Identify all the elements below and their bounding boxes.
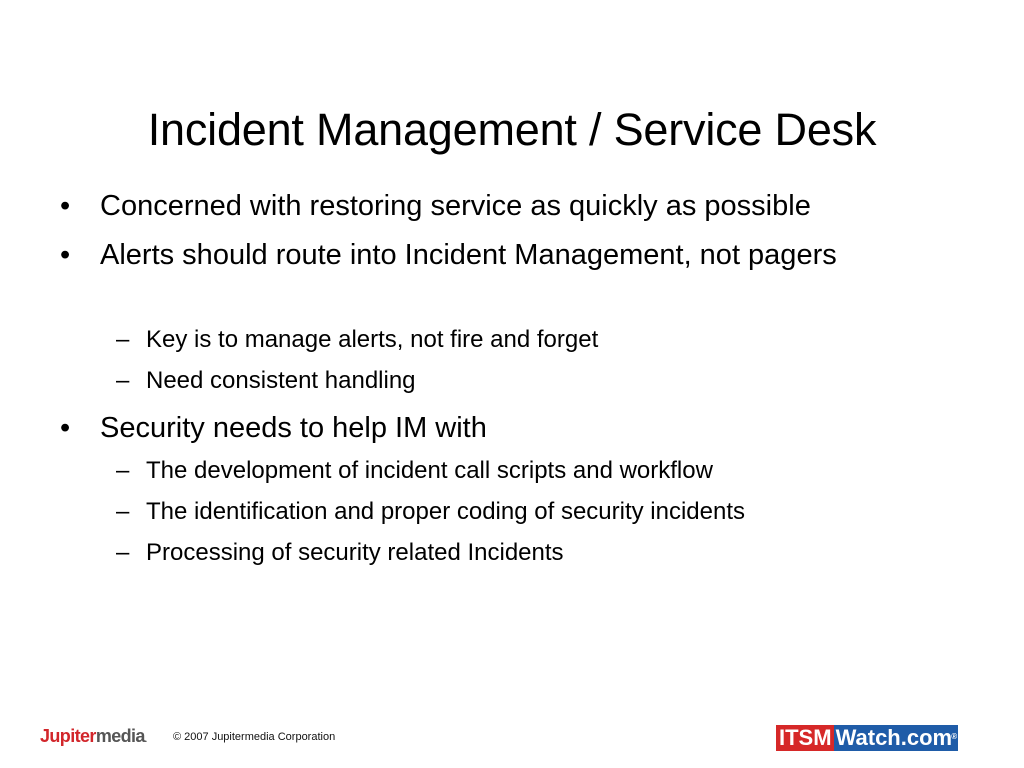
bullet-marker: • bbox=[60, 412, 71, 444]
jupitermedia-logo-part1: Jupiter bbox=[40, 726, 96, 746]
sub-bullet-text: Key is to manage alerts, not fire and forget bbox=[146, 326, 599, 353]
bullet-text: Alerts should route into Incident Management, not pagers bbox=[100, 239, 837, 271]
copyright-text: © 2007 Jupitermedia Corporation bbox=[173, 731, 336, 743]
dash-marker: – bbox=[116, 457, 130, 484]
dash-marker: – bbox=[116, 498, 130, 525]
dash-marker: – bbox=[116, 326, 130, 353]
jupitermedia-logo bbox=[40, 726, 146, 747]
itsmwatch-logo-part2-box bbox=[834, 725, 959, 751]
slide-title: Incident Management / Service Desk bbox=[147, 104, 877, 155]
sub-bullet-text: The development of incident call scripts and workflow bbox=[146, 457, 713, 484]
itsmwatch-logo-part1: ITSM bbox=[776, 725, 834, 751]
bullet-marker: • bbox=[60, 190, 71, 222]
sub-bullet-text: The identification and proper coding of security incidents bbox=[146, 498, 746, 525]
jupitermedia-logo-part2: media bbox=[95, 726, 145, 746]
dash-marker: – bbox=[116, 367, 130, 394]
dash-marker: – bbox=[116, 539, 130, 566]
registered-mark: ® bbox=[951, 732, 958, 741]
sub-bullet-text: Need consistent handling bbox=[146, 367, 416, 394]
jupitermedia-logo-dot: . bbox=[144, 735, 147, 744]
bullet-text: Security needs to help IM with bbox=[100, 412, 487, 444]
itsmwatch-logo bbox=[776, 725, 958, 751]
bullet-marker: • bbox=[60, 239, 71, 271]
sub-bullet-text: Processing of security related Incidents bbox=[146, 539, 564, 566]
itsmwatch-logo-part2: Watch.com bbox=[835, 725, 953, 750]
bullet-text: Concerned with restoring service as quickly as possible bbox=[100, 190, 811, 222]
